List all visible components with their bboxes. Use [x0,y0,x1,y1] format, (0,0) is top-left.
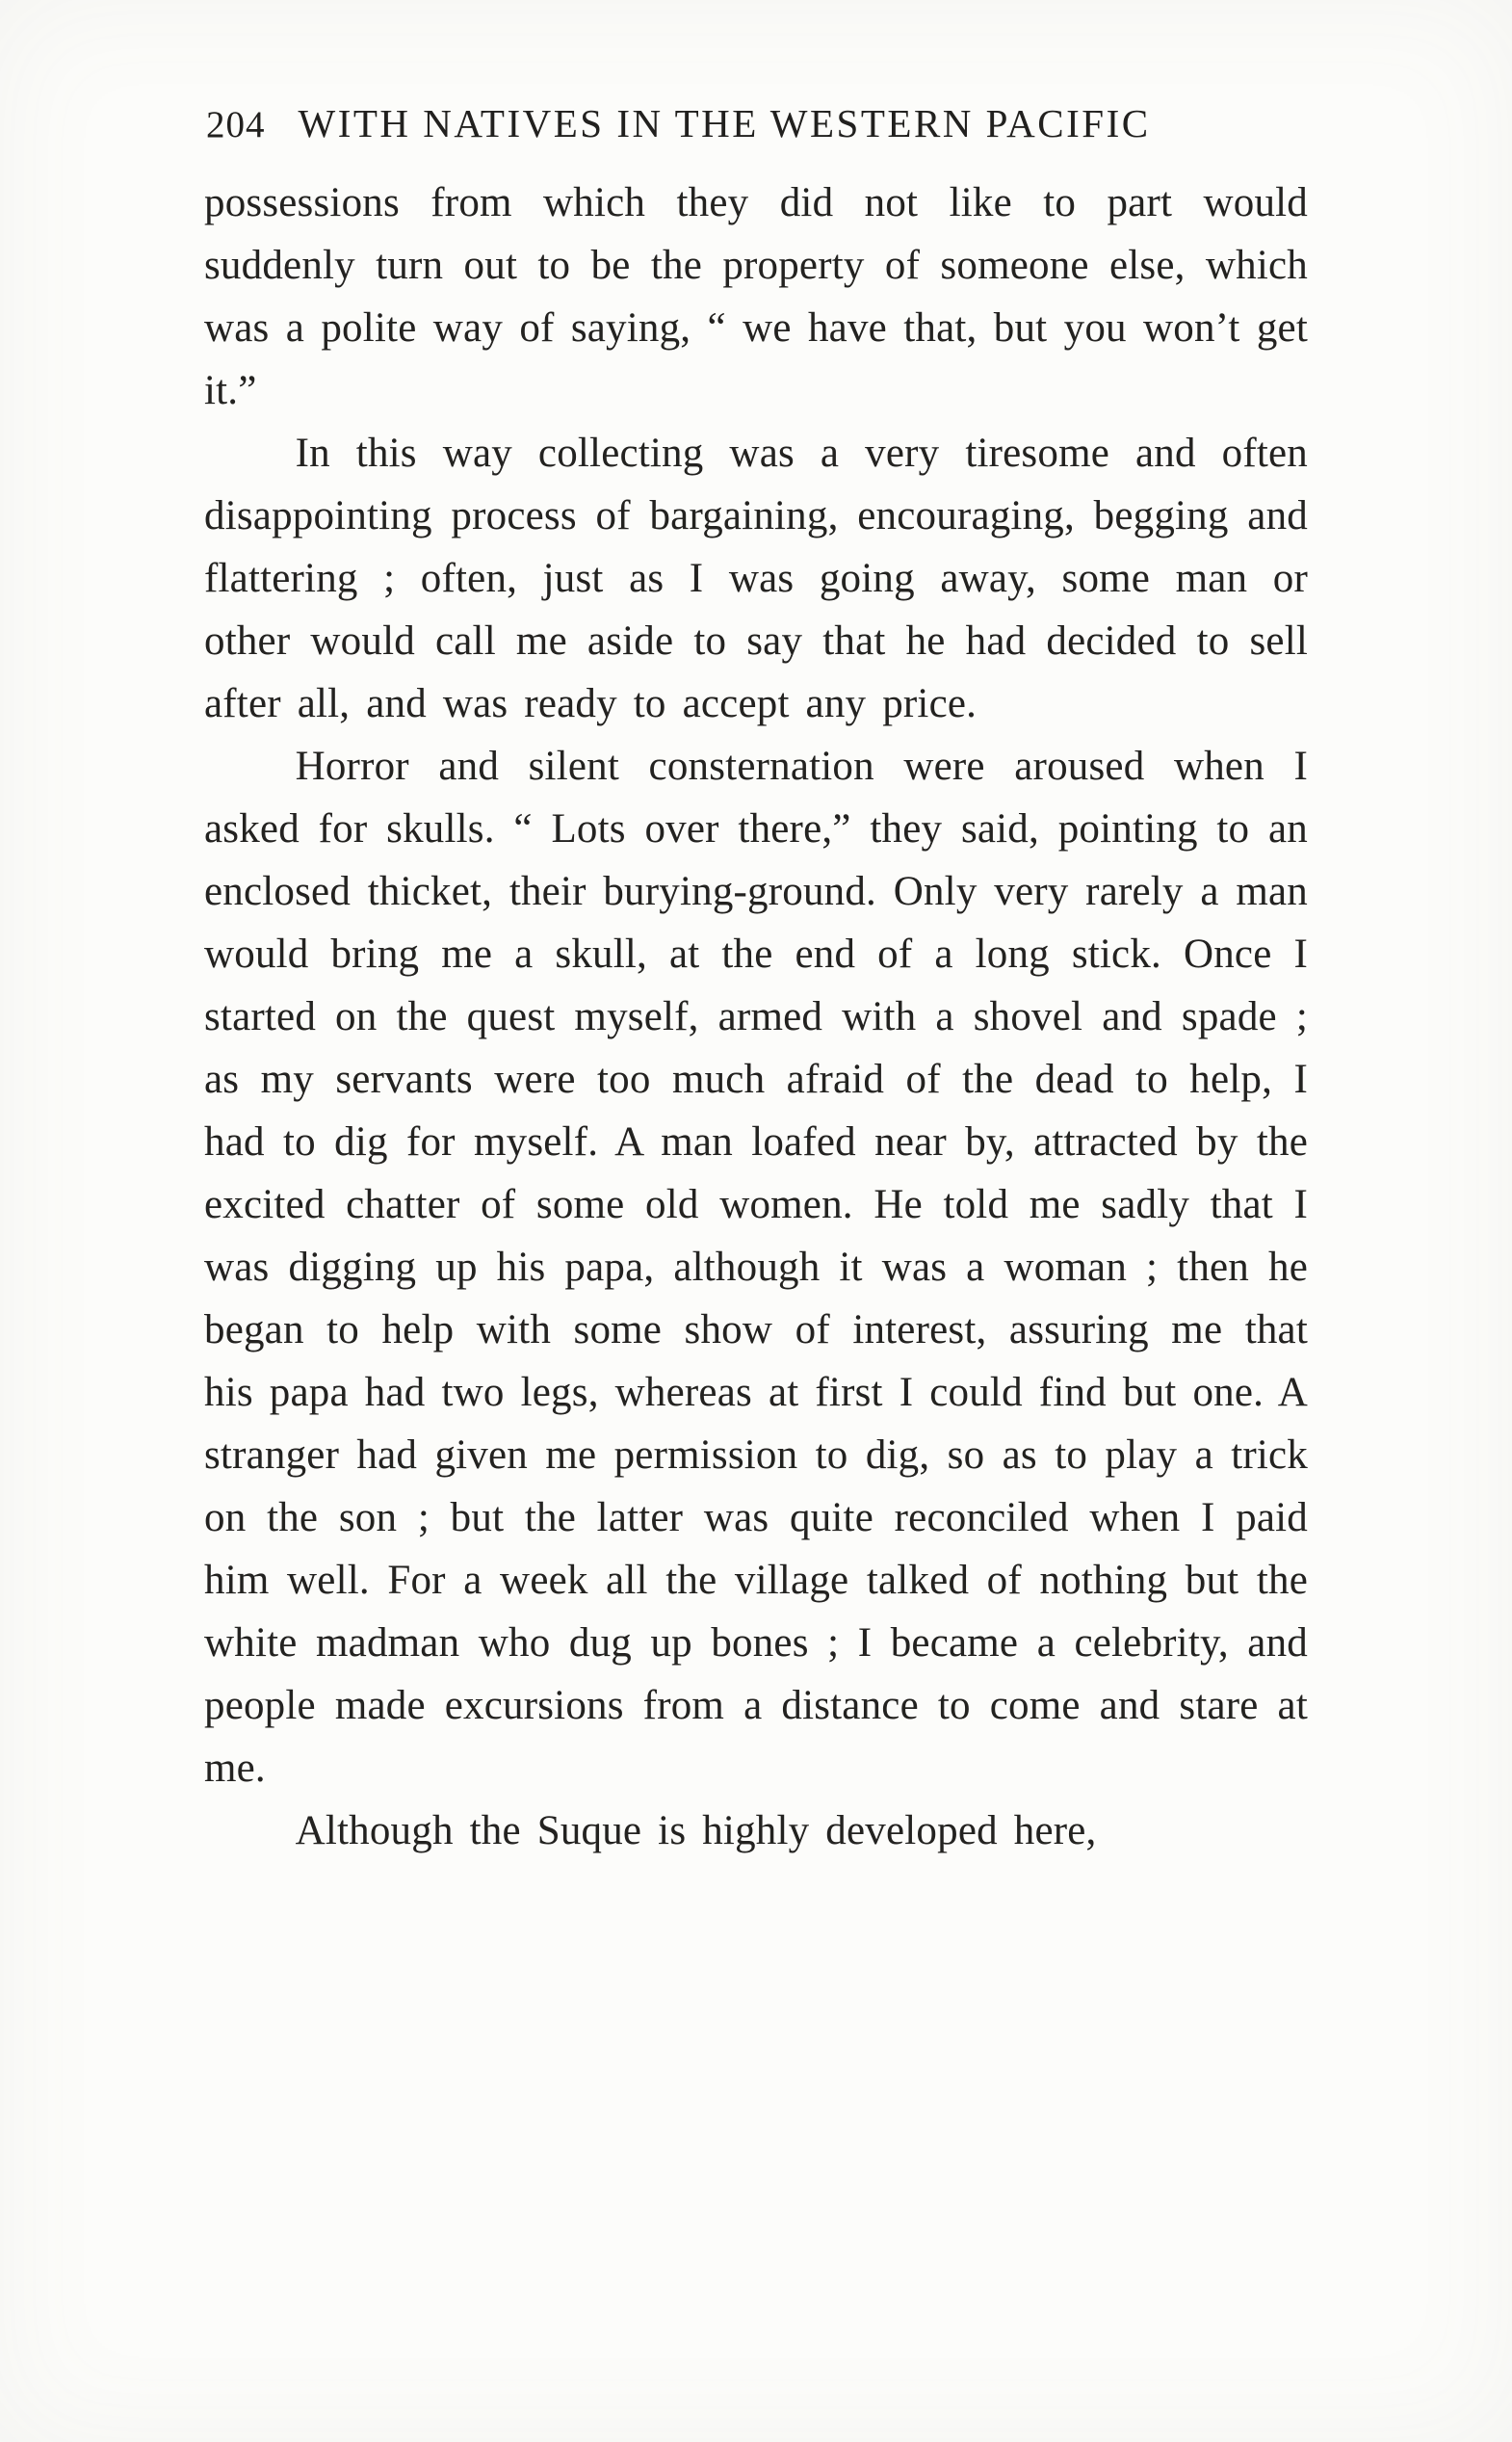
running-title: WITH NATIVES IN THE WESTERN PACIFIC [298,101,1151,145]
paragraph: Horror and silent consternation were aroused when I asked for skulls. “ Lots over there,” they said, pointing to an enclosed thicket, their burying-ground. Only very rarely a man would bring me a skull, at the end of a long stick. Once I started on the quest myself, armed with a shovel and spade ; as my servants were too much afraid of the dead to help, I had to dig for myself. A man loafed near by, attracted by the excited chatter of some old women. He told me sadly that I was digging up his papa, although it was a woman ; then he began to help with some show of interest, assuring me that his papa had two legs, whereas at first I could find but one. A stranger had given me permission to dig, so as to play a trick on the son ; but the latter was quite reconciled when I paid him well. For a week all the village talked of nothing but the white madman who dug up bones ; I became a celebrity, and people made excursions from a distance to come and stare at me. [204,744,1308,1791]
page-number: 204 [206,104,266,145]
page-body [204,171,1308,1862]
paragraph: possessions from which they did not like to part would suddenly turn out to be the property of someone else, which was a polite way of saying, “ we have that, but you won’t get it.” [204,180,1308,413]
page-header [204,100,1308,146]
paragraph: In this way collecting was a very tiresome and often disappointing process of bargaining, encouraging, begging and flattering ; often, just as I was going away, some man or other would call me aside to say that he had decided to sell after all, and was ready to accept any price. [204,431,1308,726]
paragraph: Although the Suque is highly developed here, [295,1808,1097,1853]
